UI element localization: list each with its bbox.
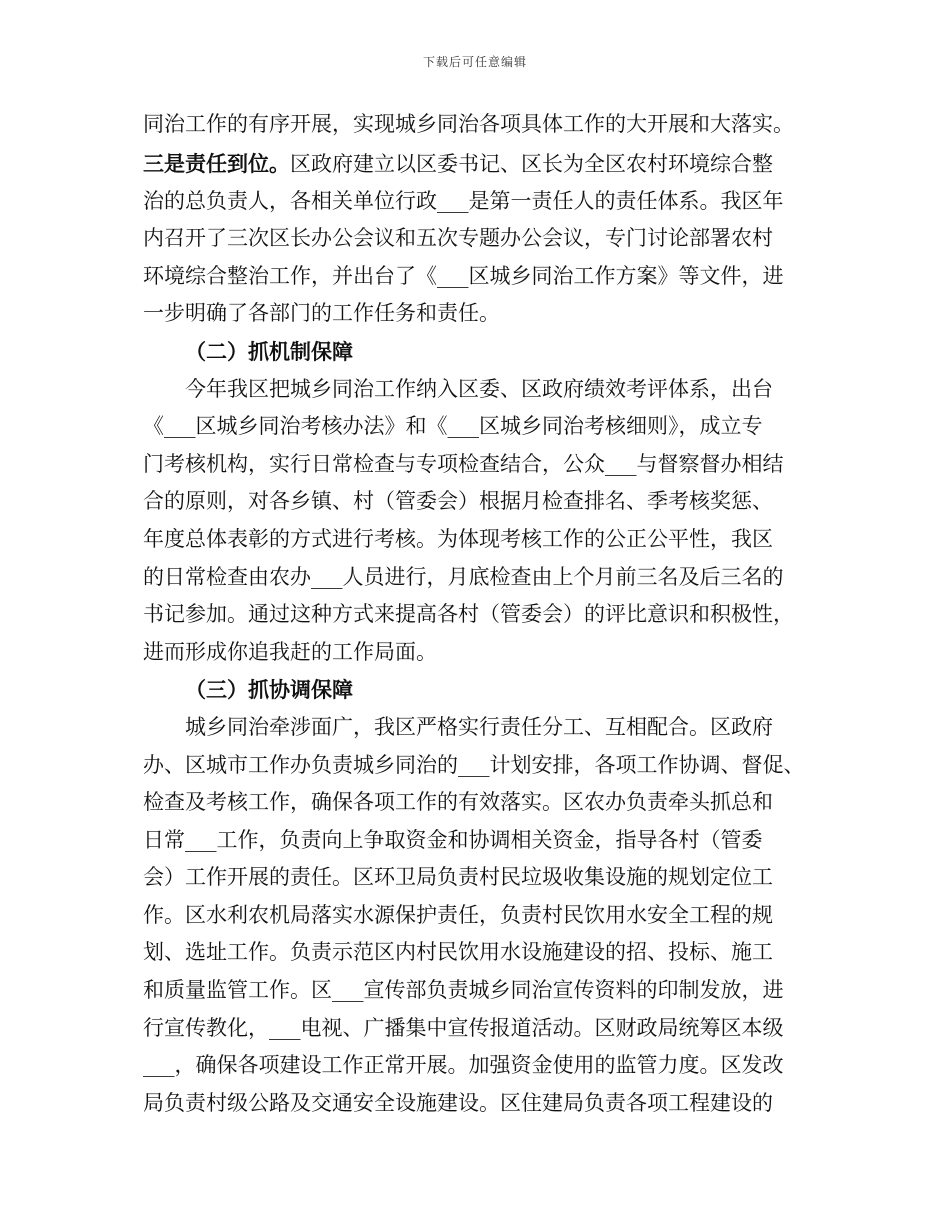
paragraph-line: 同治工作的有序开展，实现城乡同治各项具体工作的大开展和大落实。 [143,112,794,136]
line-text: 区政府建立以区委书记、区长为全区农村环境综合整 [290,152,773,176]
paragraph-line [143,145,811,183]
paragraph-line: 作。区水利农机局落实水源保护责任，负责村民饮用水安全工程的规 [143,902,773,927]
paragraph-line: 进而形成你追我赶的工作局面。 [143,639,437,664]
paragraph-line: 行宣传教化，___电视、广播集中宣传报道活动。区财政局统筹区本级 [143,1015,784,1040]
paragraph-line: 《___区城乡同治考核办法》和《___区城乡同治考核细则》，成立专 [143,414,763,439]
paragraph-line: 和质量监管工作。区___宣传部负责城乡同治宣传资料的印制发放，进 [143,978,784,1003]
paragraph-line: 内召开了三次区长办公会议和五次专题办公会议，专门讨论部署农村 [143,226,773,251]
paragraph-line: ___，确保各项建设工作正常开展。加强资金使用的监管力度。区发改 [143,1053,784,1078]
paragraph-line: 的日常检查由农办___人员进行，月底检查由上个月前三名及后三名的 [143,564,784,589]
section-heading: （二）抓机制保障 [185,338,353,364]
paragraph-line: 今年我区把城乡同治工作纳入区委、区政府绩效考评体系，出台 [185,376,773,401]
paragraph-line: 划、选址工作。负责示范区内村民饮用水设施建设的招、投标、施工 [143,940,773,965]
paragraph-line: 书记参加。通过这种方式来提高各村（管委会）的评比意识和积极性， [143,602,794,627]
paragraph-line: 会）工作开展的责任。区环卫局负责村民垃圾收集设施的规划定位工 [143,865,773,890]
paragraph-line: 办、区城市工作办负责城乡同治的___计划安排，各项工作协调、督促、 [143,752,805,777]
paragraph-line: 治的总负责人，各相关单位行政___是第一责任人的责任体系。我区年 [143,188,784,213]
paragraph-line: 局负责村级公路及交通安全设施建设。区住建局负责各项工程建设的 [143,1090,773,1115]
paragraph-line: 一步明确了各部门的工作任务和责任。 [143,301,500,326]
paragraph-line: 年度总体表彰的方式进行考核。为体现考核工作的公正公平性，我区 [143,526,773,551]
document-body [143,103,811,1122]
paragraph-line: 门考核机构，实行日常检查与专项检查结合，公众___与督察督办相结 [143,451,784,476]
inline-bold-lead: 三是责任到位。 [143,151,290,176]
paragraph-line: 城乡同治牵涉面广，我区严格实行责任分工、互相配合。区政府 [185,714,773,739]
paragraph-line: 合的原则，对各乡镇、村（管委会）根据月检查排名、季考核奖惩、 [143,489,773,514]
paragraph-line: 环境综合整治工作，并出台了《___区城乡同治工作方案》等文件，进 [143,263,784,288]
page-header: 下载后可任意编辑 [422,55,527,69]
section-heading: （三）抓协调保障 [185,677,353,703]
paragraph-line: 日常___工作，负责向上争取资金和协调相关资金，指导各村（管委 [143,827,763,852]
paragraph-line: 检查及考核工作，确保各项工作的有效落实。区农办负责牵头抓总和 [143,790,773,815]
